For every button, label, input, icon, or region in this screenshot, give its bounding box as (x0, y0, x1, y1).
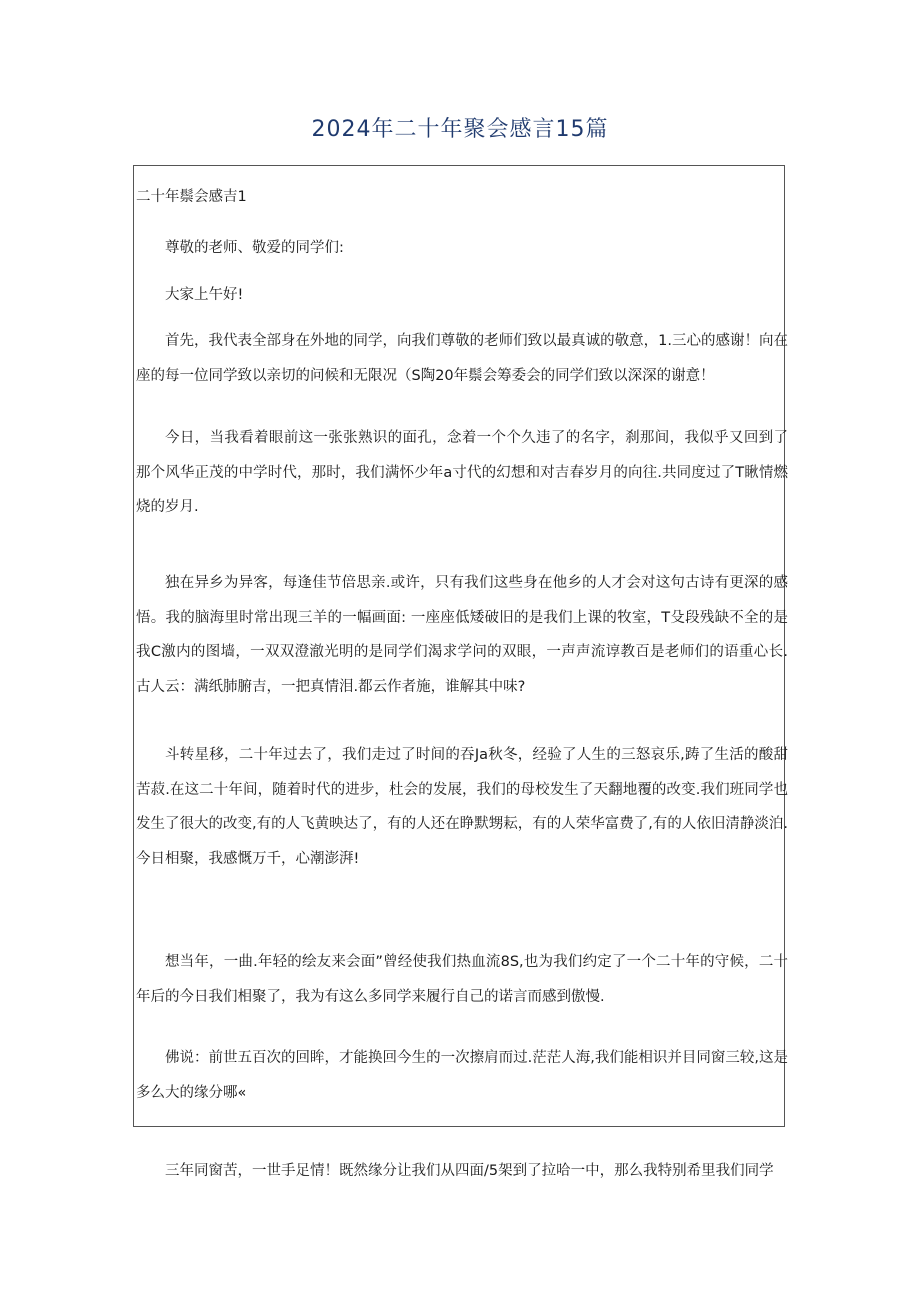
greeting-line: 尊敬的老师、敬爱的同学们: (165, 240, 344, 256)
continuation-paragraph: 三年同窗苦，一世手足情！既然缘分让我们从四面/5架到了拉哈一中，那么我特别希里我们同学 (165, 1163, 774, 1179)
paragraph-2: 今日，当我看着眼前这一张张熟识的面孔，念着一个个久违了的名字，刹那间，我似乎又回到了那个风华正茂的中学时代，那时，我们满怀少年a寸代的幻想和对吉春岁月的向往.共同度过了T瞅情燃烧的岁月. (136, 430, 788, 515)
paragraph-3: 独在异乡为异客，每逢佳节倍思亲.或许，只有我们这些身在他乡的人才会对这句古诗有更深的感悟。我的脑海里时常出现三羊的一幅画面: 一座座低矮破旧的是我们上课的牧室，T殳段残缺不全的是我C激内的图墙，一双双澄澈光明的是同学们渴求学问的双眼，一声声流谆教百是老师们的语重心长.古人云：满纸肺腑吉，一把真情泪.都云作者施，谁解其中味? (136, 575, 788, 695)
section-heading: 二十年鬃会感吉1 (136, 189, 247, 205)
paragraph-5: 想当年，一曲.年轻的绘友来会面”曾经使我们热血流8S,也为我们约定了一个二十年的守候，二十年后的今日我们相聚了，我为有这么多同学来履行自己的诺言而感到傲慢. (136, 954, 788, 1005)
paragraph-4: 斗转星移，二十年过去了，我们走过了时间的吞Ja秋冬，经验了人生的三怒哀乐,踌了生活的酸甜苦菽.在这二十年间，随着时代的进步，杜会的发展，我们的母校发生了天翻地覆的改变.我们班同学也发生了很大的改变,有的人飞黄映达了，有的人还在睁默甥耘，有的人荣华富费了,有的人依旧清静淡泊.今日相聚，我感慨万千，心潮澎湃! (136, 747, 788, 867)
salutation-line: 大家上午好! (165, 287, 244, 303)
page-title: 2024年二十年聚会感言15篇 (311, 117, 609, 142)
paragraph-6: 佛说：前世五百次的回眸，才能换回今生的一次擦肩而过.茫茫人海,我们能相识并目同窗三较,这是多么大的缘分哪« (136, 1050, 788, 1101)
paragraph-1: 首先，我代表全部身在外地的同学，向我们尊敬的老师们致以最真诚的敬意，1.三心的感谢！向在座的每一位同学致以亲切的问候和无限况（S陶20年鬃会筹委会的同学们致以深深的谢意！ (136, 333, 788, 384)
